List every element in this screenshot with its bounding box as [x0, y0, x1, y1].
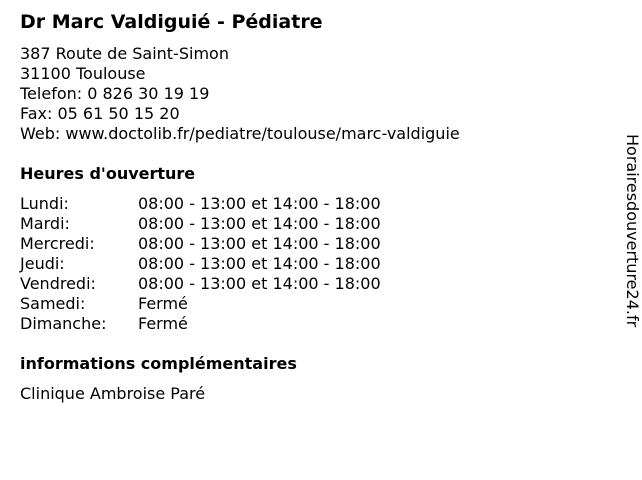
page-title: Dr Marc Valdiguié - Pédiatre [20, 11, 323, 33]
hours-row-saturday [20, 294, 381, 314]
website-link[interactable]: Web: www.doctolib.fr/pediatre/toulouse/marc-valdiguie [20, 124, 460, 143]
time-value: Fermé [138, 314, 188, 333]
opening-hours-table [20, 194, 381, 334]
city-address: 31100 Toulouse [20, 64, 146, 83]
day-label: Vendredi: [20, 274, 96, 293]
hours-row-tuesday [20, 214, 381, 234]
day-label: Samedi: [20, 294, 86, 313]
hours-row-wednesday [20, 234, 381, 254]
hours-row-monday [20, 194, 381, 214]
time-value: 08:00 - 13:00 et 14:00 - 18:00 [138, 214, 381, 233]
opening-hours-heading: Heures d'ouverture [20, 164, 196, 183]
hours-row-sunday [20, 314, 381, 334]
time-value: Fermé [138, 294, 188, 313]
day-label: Mardi: [20, 214, 70, 233]
contact-block [20, 44, 460, 144]
day-label: Jeudi: [20, 254, 65, 273]
time-value: 08:00 - 13:00 et 14:00 - 18:00 [138, 234, 381, 253]
additional-info-text: Clinique Ambroise Paré [20, 384, 206, 403]
day-label: Lundi: [20, 194, 69, 213]
time-value: 08:00 - 13:00 et 14:00 - 18:00 [138, 194, 381, 213]
street-address: 387 Route de Saint-Simon [20, 44, 229, 63]
fax-number: Fax: 05 61 50 15 20 [20, 104, 180, 123]
time-value: 08:00 - 13:00 et 14:00 - 18:00 [138, 274, 381, 293]
day-label: Mercredi: [20, 234, 95, 253]
hours-row-friday [20, 274, 381, 294]
hours-row-thursday [20, 254, 381, 274]
time-value: 08:00 - 13:00 et 14:00 - 18:00 [138, 254, 381, 273]
phone-number: Telefon: 0 826 30 19 19 [20, 84, 210, 103]
site-watermark: Horairesdouverture24.fr [623, 134, 642, 328]
day-label: Dimanche: [20, 314, 107, 333]
additional-info-heading: informations complémentaires [20, 354, 297, 373]
